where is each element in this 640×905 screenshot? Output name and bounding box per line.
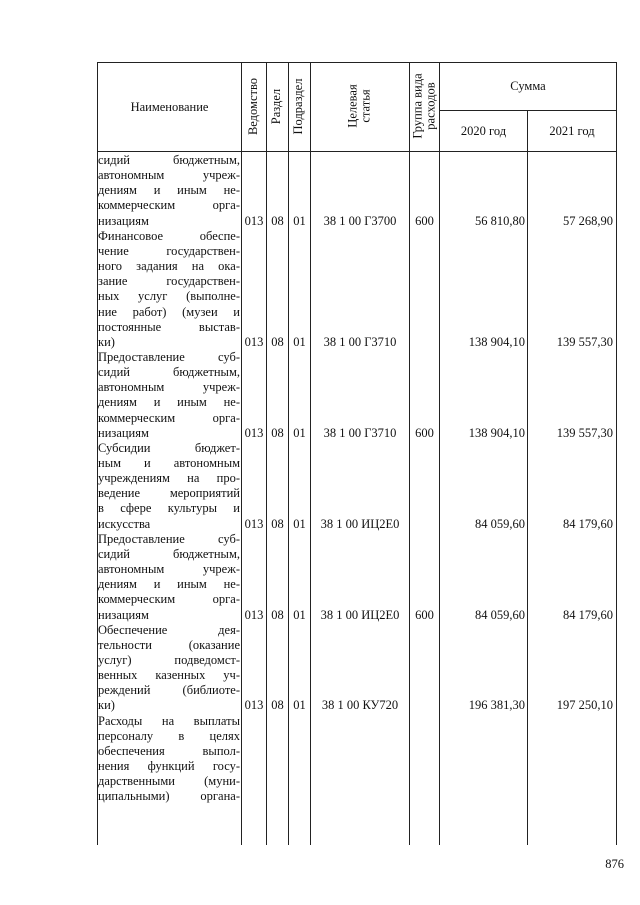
header-year-2020: 2020 год	[460, 124, 507, 138]
cell-razdel: 08	[271, 698, 284, 713]
cell-gruppa: 600	[415, 425, 434, 440]
description-line: коммерческим орга-	[98, 198, 240, 213]
description-line: постоянные выстав-	[98, 319, 240, 334]
description-line: сидий бюджетным,	[98, 546, 240, 561]
col-border-right	[616, 62, 617, 845]
header-podrazdel: Подраздел	[291, 78, 305, 135]
cell-sum-2021: 139 557,30	[556, 425, 613, 440]
cell-celevaya: 38 1 00 ИЦ2Е0	[320, 516, 400, 531]
description-line: обеспечения выпол-	[98, 743, 240, 758]
description-line: реждений (библиоте-	[98, 683, 240, 698]
description-line: дениям и иным не-	[98, 183, 240, 198]
cell-vedomstvo: 013	[244, 213, 264, 228]
description-line: ки)	[98, 334, 115, 349]
description-line: низациям	[98, 213, 149, 228]
cell-sum-2021: 197 250,10	[556, 698, 613, 713]
cell-sum-2020: 196 381,30	[468, 698, 525, 713]
header-year-2021: 2021 год	[549, 124, 595, 138]
description-line: низациям	[98, 425, 149, 440]
description-line: коммерческим орга-	[98, 592, 240, 607]
header-celevaya-line2: статья	[358, 89, 373, 123]
cell-sum-2020: 56 810,80	[475, 213, 525, 228]
description-line: ки)	[98, 698, 115, 713]
cell-razdel: 08	[271, 607, 284, 622]
description-line: ным и автономным	[98, 456, 240, 470]
description-line: искусства	[98, 516, 151, 531]
cell-celevaya: 38 1 00 Г3700	[323, 213, 397, 228]
col-border-celevaya	[409, 62, 410, 845]
header-name: Наименование	[130, 99, 209, 114]
description-line: ние работ) (музеи и	[98, 304, 240, 319]
cell-podrazdel: 01	[293, 425, 306, 440]
description-line: Субсидии бюджет-	[98, 440, 240, 455]
cell-razdel: 08	[271, 213, 284, 228]
description-line: венных казенных уч-	[98, 668, 240, 683]
cell-vedomstvo: 013	[244, 425, 264, 440]
cell-podrazdel: 01	[293, 516, 306, 531]
cell-sum-2020: 84 059,60	[475, 607, 525, 622]
description-line: услуг) подведомст-	[98, 652, 240, 667]
description-line: автономным учреж-	[98, 168, 240, 183]
cell-razdel: 08	[271, 516, 284, 531]
description-line: ных услуг (выполне-	[98, 289, 240, 304]
cell-celevaya: 38 1 00 Г3710	[323, 334, 397, 349]
description-line: сидий бюджетным,	[98, 365, 240, 380]
cell-sum-2021: 84 179,60	[563, 516, 613, 531]
description-line: дениям и иным не-	[98, 577, 240, 592]
description-line: тельности (оказание	[98, 637, 240, 652]
description-line: учреждениям на про-	[98, 471, 240, 486]
description-line: нения функций госу-	[98, 759, 240, 773]
header-gruppa-line1: Группа вида	[410, 73, 425, 139]
cell-vedomstvo: 013	[244, 516, 264, 531]
cell-vedomstvo: 013	[244, 334, 264, 349]
cell-podrazdel: 01	[293, 698, 306, 713]
description-line: Предоставление суб-	[98, 349, 240, 364]
cell-gruppa: 600	[415, 607, 434, 622]
cell-sum-2021: 57 268,90	[563, 213, 613, 228]
cell-sum-2020: 138 904,10	[468, 334, 525, 349]
col-border-ved	[266, 62, 267, 845]
cell-celevaya: 38 1 00 КУ720	[321, 698, 399, 713]
description-line: чение государствен-	[98, 243, 240, 258]
header-celevaya-line1: Целевая	[345, 84, 360, 128]
col-border-gruppa	[439, 62, 440, 845]
description-line: дарственными (муни-	[98, 774, 240, 789]
col-border-podrazdel	[310, 62, 311, 845]
description-line: в сфере культуры и	[98, 501, 240, 516]
description-line: коммерческим орга-	[98, 410, 240, 425]
description-line: Расходы на выплаты	[98, 713, 240, 728]
header-bottom-border	[97, 151, 616, 152]
cell-podrazdel: 01	[293, 334, 306, 349]
cell-vedomstvo: 013	[244, 698, 264, 713]
header-summa: Сумма	[510, 79, 546, 93]
cell-razdel: 08	[271, 425, 284, 440]
header-gruppa	[412, 62, 438, 151]
cell-sum-2020: 138 904,10	[468, 425, 525, 440]
description-line: автономным учреж-	[98, 380, 240, 395]
description-line: ципальными) органа-	[98, 789, 240, 804]
description-line: низациям	[98, 607, 149, 622]
description-line: Финансовое обеспе-	[98, 228, 240, 243]
description-line: ведение мероприятий	[98, 486, 240, 501]
cell-gruppa: 600	[415, 213, 434, 228]
col-border-name	[241, 62, 242, 845]
header-gruppa-line2: расходов	[423, 82, 438, 130]
cell-sum-2021: 139 557,30	[556, 334, 613, 349]
description-line: автономным учреж-	[98, 562, 240, 577]
description-line: Обеспечение дея-	[98, 622, 240, 637]
header-celevaya	[347, 62, 373, 151]
col-border-razdel	[288, 62, 289, 845]
page-number: 876	[605, 857, 624, 871]
cell-sum-2021: 84 179,60	[563, 607, 613, 622]
description-line: ного задания на ока-	[98, 259, 240, 274]
cell-celevaya: 38 1 00 Г3710	[323, 425, 397, 440]
description-line: Предоставление суб-	[98, 531, 240, 546]
cell-podrazdel: 01	[293, 213, 306, 228]
cell-podrazdel: 01	[293, 607, 306, 622]
description-line: зание государствен-	[98, 274, 240, 289]
description-line: сидий бюджетным,	[98, 153, 240, 167]
cell-sum-2020: 84 059,60	[475, 516, 525, 531]
cell-razdel: 08	[271, 334, 284, 349]
cell-vedomstvo: 013	[244, 607, 264, 622]
description-line: дениям и иным не-	[98, 395, 240, 410]
cell-celevaya: 38 1 00 ИЦ2Е0	[320, 607, 400, 622]
header-vedomstvo: Ведомство	[246, 77, 260, 136]
description-line: персоналу в целях	[98, 728, 240, 743]
header-razdel: Раздел	[269, 88, 283, 125]
